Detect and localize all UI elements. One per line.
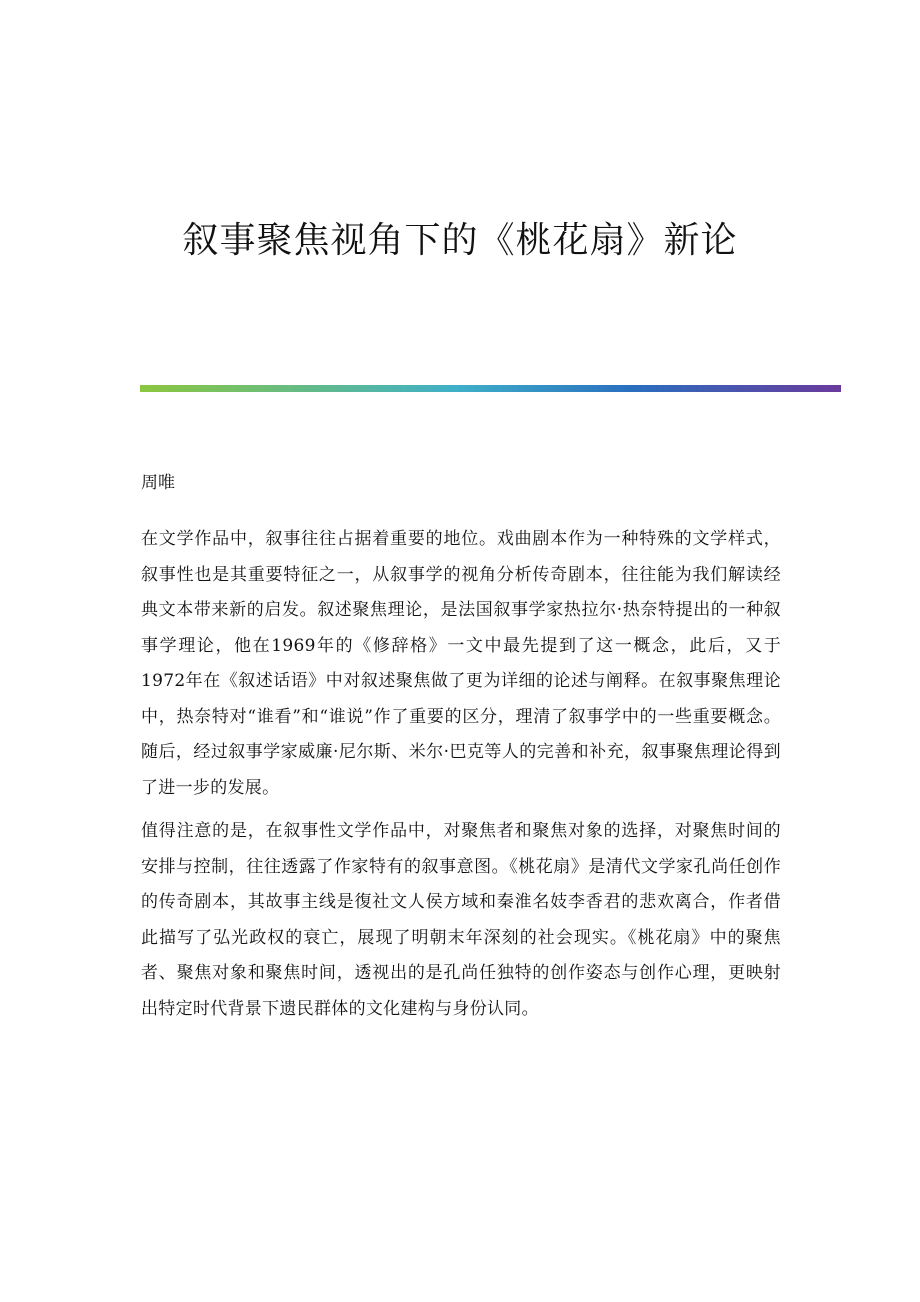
paragraph: 值得注意的是，在叙事性文学作品中，对聚焦者和聚焦对象的选择，对聚焦时间的安排与控制，往往透露了作家特有的叙事意图。《桃花扇》是清代文学家孔尚任创作的传奇剧本，其故事主线是復社文人侯方域和秦淮名妓李香君的悲欢离合，作者借此描写了弘光政权的衰亡，展现了明朝末年深刻的社会现实。《桃花扇》中的聚焦者、聚焦对象和聚焦时间，透视出的是孔尚任独特的创作姿态与创作心理，更映射出特定时代背景下遗民群体的文化建构与身份认同。 <box>141 821 781 1019</box>
paragraph: 在文学作品中，叙事往往占据着重要的地位。戏曲剧本作为一种特殊的文学样式，叙事性也是其重要特征之一，从叙事学的视角分析传奇剧本，往往能为我们解读经典文本带来新的启发。叙述聚焦理论，是法国叙事学家热拉尔·热奈特提出的一种叙事学理论，他在1969年的《修辞格》一文中最先提到了这一概念，此后，又于1972年在《叙述话语》中对叙述聚焦做了更为详细的论述与阐释。在叙事聚焦理论中，热奈特对“谁看”和“谁说”作了重要的区分，理清了叙事学中的一些重要概念。随后，经过叙事学家威廉·尼尔斯、米尔·巴克等人的完善和补充，叙事聚焦理论得到了进一步的发展。 <box>141 529 781 798</box>
document-title: 叙事聚焦视角下的《桃花扇》新论 <box>182 220 738 261</box>
title-divider <box>140 385 841 392</box>
body-text <box>141 522 781 1035</box>
author-name: 周唯 <box>141 473 175 493</box>
